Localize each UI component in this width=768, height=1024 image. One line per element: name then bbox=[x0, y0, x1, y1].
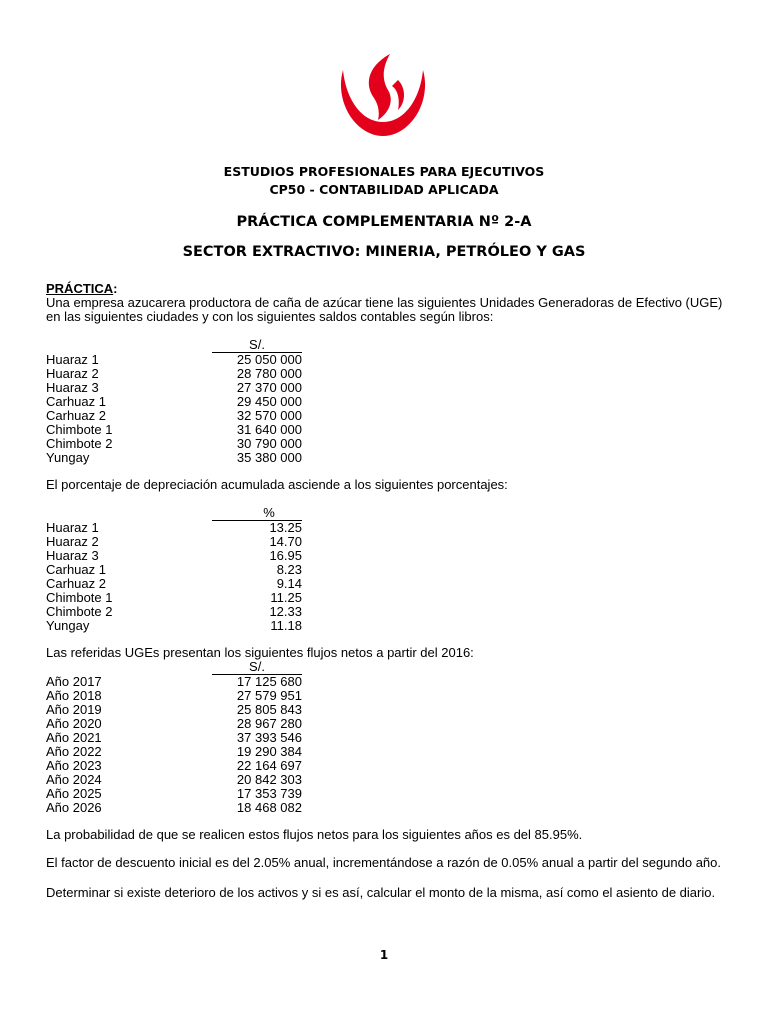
table-row: Año 2019 25 805 843 bbox=[46, 702, 302, 717]
practica-intro: Una empresa azucarera productora de caña de azúcar tiene las siguientes Unidades Generadoras de Efectivo (UGE) en las siguientes ciudades y con los siguientes saldos contables según libros: bbox=[46, 295, 723, 324]
table-row: Huaraz 2 28 780 000 bbox=[46, 366, 302, 381]
table-row: Huaraz 3 27 370 000 bbox=[46, 380, 302, 395]
table-row: Huaraz 3 16.95 bbox=[46, 548, 302, 563]
table-row: Yungay 35 380 000 bbox=[46, 450, 302, 465]
table-row: Año 2023 22 164 697 bbox=[46, 758, 302, 773]
table-row: Yungay 11.18 bbox=[46, 618, 302, 633]
university-logo-icon bbox=[338, 52, 428, 140]
table-row: Chimbote 2 30 790 000 bbox=[46, 436, 302, 451]
flujos-intro: Las referidas UGEs presentan los siguientes flujos netos a partir del 2016: bbox=[46, 645, 474, 660]
table-row: Carhuaz 1 29 450 000 bbox=[46, 394, 302, 409]
table-row: Año 2017 17 125 680 bbox=[46, 673, 302, 689]
program-name: ESTUDIOS PROFESIONALES PARA EJECUTIVOS bbox=[223, 164, 545, 179]
table-row: Chimbote 2 12.33 bbox=[46, 604, 302, 619]
table-row: Año 2024 20 842 303 bbox=[46, 772, 302, 787]
course-name: CP50 - CONTABILIDAD APLICADA bbox=[269, 182, 499, 197]
table-row: Año 2026 18 468 082 bbox=[46, 800, 302, 815]
practica-heading bbox=[46, 282, 736, 296]
table-row: Año 2018 27 579 951 bbox=[46, 688, 302, 703]
probabilidad-text: La probabilidad de que se realicen estos flujos netos para los siguientes años es del 85.95%. bbox=[46, 827, 583, 842]
table-row: Año 2020 28 967 280 bbox=[46, 716, 302, 731]
table-row: Carhuaz 1 8.23 bbox=[46, 562, 302, 577]
saldos-currency-header: S/. bbox=[212, 338, 302, 353]
descuento-text: El factor de descuento inicial es del 2.05% anual, incrementándose a razón de 0.05% anual a partir del segundo año. bbox=[46, 855, 722, 870]
depreciacion-percent-header: % bbox=[212, 506, 302, 521]
table-row: Año 2025 17 353 739 bbox=[46, 786, 302, 801]
depreciacion-intro: El porcentaje de depreciación acumulada asciende a los siguientes porcentajes: bbox=[46, 477, 508, 492]
flujos-table bbox=[46, 660, 302, 815]
table-row: Carhuaz 2 9.14 bbox=[46, 576, 302, 591]
practica-label: PRÁCTICA bbox=[46, 281, 114, 296]
table-row: Año 2021 37 393 546 bbox=[46, 730, 302, 745]
table-row: Chimbote 1 31 640 000 bbox=[46, 422, 302, 437]
saldos-table bbox=[46, 338, 302, 465]
table-row: Chimbote 1 11.25 bbox=[46, 590, 302, 605]
page-subtitle: SECTOR EXTRACTIVO: MINERIA, PETRÓLEO Y GAS bbox=[182, 244, 586, 260]
page-title: PRÁCTICA COMPLEMENTARIA Nº 2-A bbox=[236, 214, 532, 230]
table-row: Huaraz 1 25 050 000 bbox=[46, 351, 302, 367]
page-number: 1 bbox=[379, 948, 389, 962]
table-row: Huaraz 1 13.25 bbox=[46, 519, 302, 535]
table-row: Huaraz 2 14.70 bbox=[46, 534, 302, 549]
table-row: Año 2022 19 290 384 bbox=[46, 744, 302, 759]
practica-colon: : bbox=[113, 281, 118, 296]
table-row: Carhuaz 2 32 570 000 bbox=[46, 408, 302, 423]
flujos-currency-header: S/. bbox=[212, 660, 302, 675]
instruccion-text: Determinar si existe deterioro de los activos y si es así, calcular el monto de la misma, así como el asiento de diario. bbox=[46, 885, 716, 900]
depreciacion-table bbox=[46, 506, 302, 633]
